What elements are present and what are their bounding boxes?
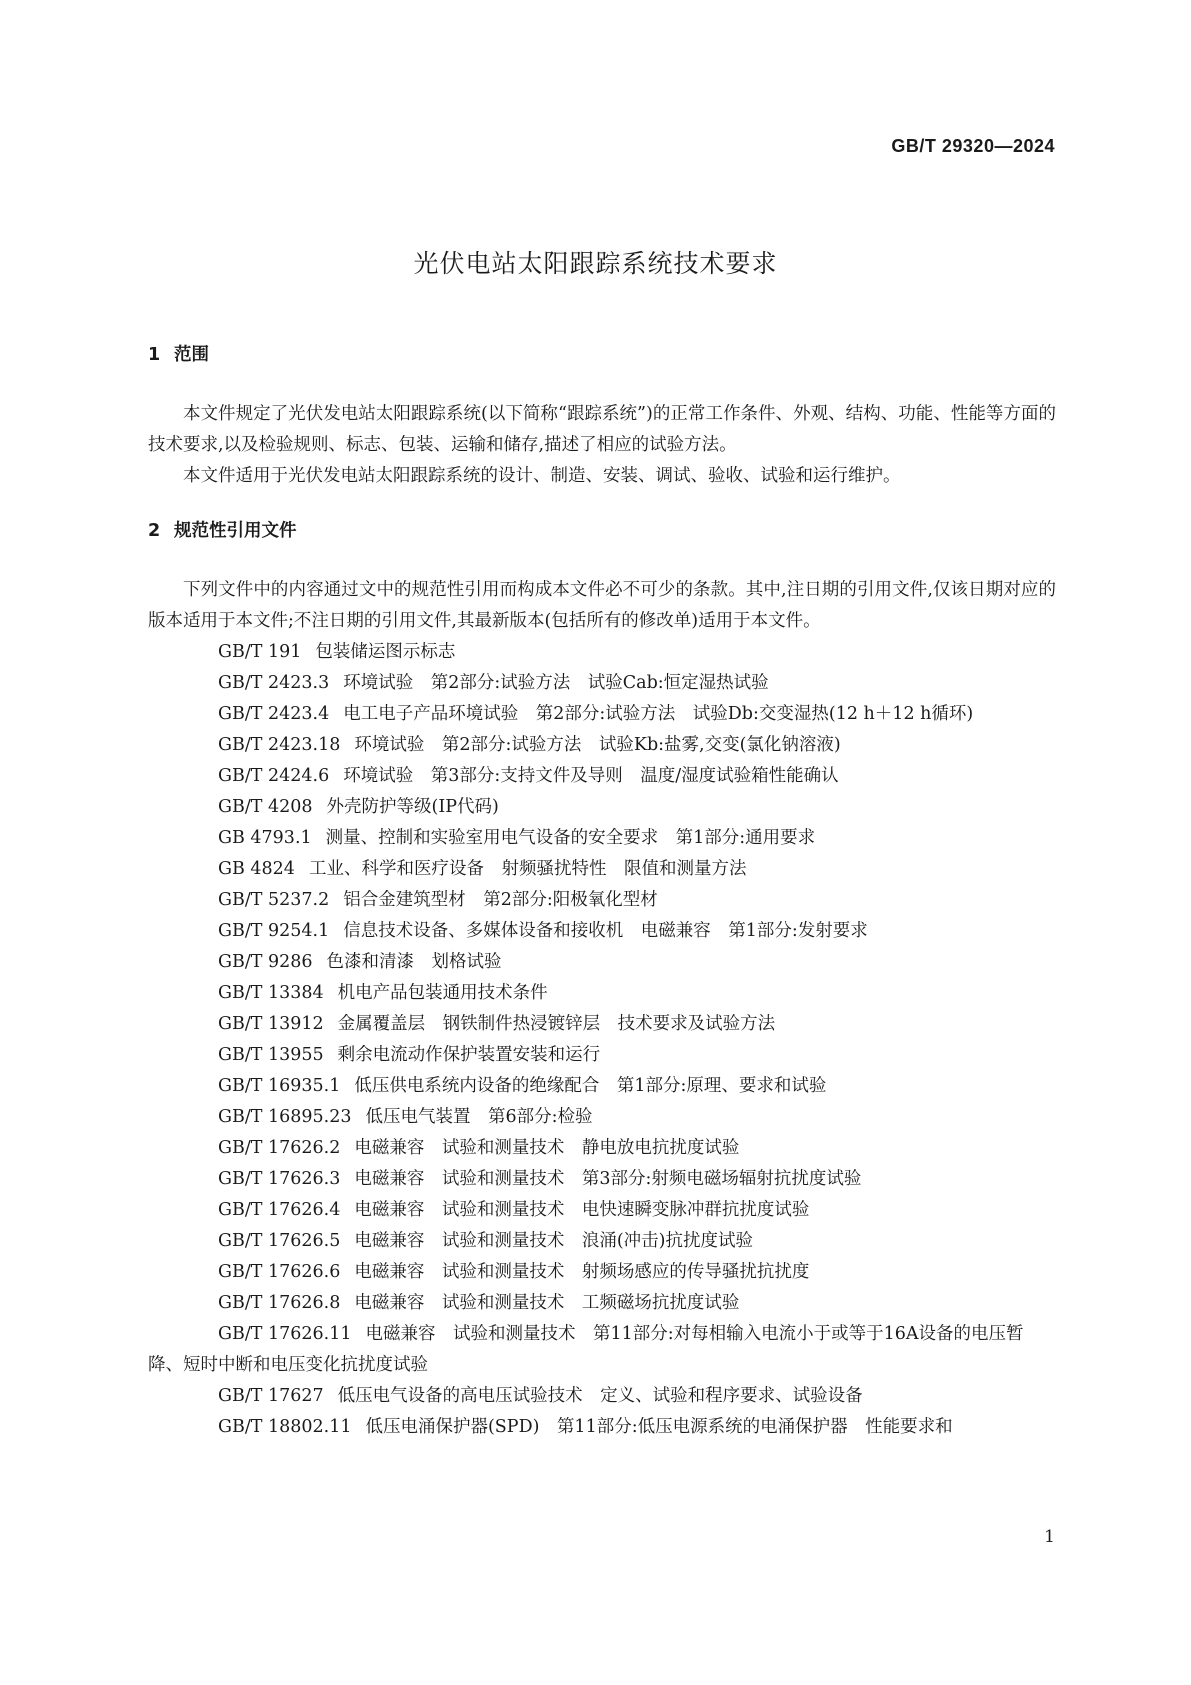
reference-code: GB/T 17626.2 — [218, 1138, 341, 1158]
reference-item — [148, 668, 1056, 699]
reference-code: GB/T 2424.6 — [218, 766, 330, 786]
reference-title: 低压电气设备的高电压试验技术 定义、试验和程序要求、试验设备 — [337, 1386, 863, 1406]
document-body — [148, 340, 1056, 1443]
reference-title: 环境试验 第2部分:试验方法 试验Kb:盐雾,交变(氯化钠溶液) — [354, 735, 841, 755]
reference-code: GB/T 2423.3 — [218, 673, 330, 693]
reference-code: GB/T 9254.1 — [218, 921, 330, 941]
section-scope — [148, 340, 1056, 492]
reference-title: 色漆和清漆 划格试验 — [326, 952, 502, 972]
reference-item — [148, 947, 1056, 978]
reference-title: 电磁兼容 试验和测量技术 静电放电抗扰度试验 — [354, 1138, 740, 1158]
reference-code: GB/T 17626.3 — [218, 1169, 341, 1189]
document-title: 光伏电站太阳跟踪系统技术要求 — [413, 249, 778, 278]
reference-title: 机电产品包装通用技术条件 — [337, 983, 548, 1003]
reference-item — [148, 699, 1056, 730]
reference-code: GB/T 13384 — [218, 983, 324, 1003]
section-number: 2 — [148, 521, 161, 541]
reference-title: 外壳防护等级(IP代码) — [326, 797, 499, 817]
section-body — [148, 399, 1056, 492]
reference-item — [148, 1009, 1056, 1040]
reference-item — [148, 792, 1056, 823]
reference-title: 工业、科学和医疗设备 射频骚扰特性 限值和测量方法 — [308, 859, 747, 879]
reference-title: 电磁兼容 试验和测量技术 第11部分:对每相输入电流小于或等于16A设备的电压暂降、短时中断和电压变化抗扰度试验 — [148, 1324, 1024, 1375]
reference-code: GB/T 5237.2 — [218, 890, 330, 910]
reference-code: GB/T 13912 — [218, 1014, 324, 1034]
reference-code: GB/T 17627 — [218, 1386, 324, 1406]
reference-title: 环境试验 第3部分:支持文件及导则 温度/湿度试验箱性能确认 — [343, 766, 839, 786]
reference-title: 剩余电流动作保护装置安装和运行 — [337, 1045, 601, 1065]
reference-title: 低压供电系统内设备的绝缘配合 第1部分:原理、要求和试验 — [354, 1076, 827, 1096]
reference-item — [148, 1071, 1056, 1102]
reference-code: GB/T 16895.23 — [218, 1107, 352, 1127]
paragraph: 本文件适用于光伏发电站太阳跟踪系统的设计、制造、安装、调试、验收、试验和运行维护。 — [183, 466, 901, 486]
reference-code: GB/T 13955 — [218, 1045, 324, 1065]
section-heading-references — [148, 516, 1056, 547]
reference-title: 低压电涌保护器(SPD) 第11部分:低压电源系统的电涌保护器 性能要求和 — [365, 1417, 953, 1437]
paragraph: 本文件规定了光伏发电站太阳跟踪系统(以下简称“跟踪系统”)的正常工作条件、外观、结构、功能、性能等方面的技术要求,以及检验规则、标志、包装、运输和储存,描述了相应的试验方法。 — [148, 404, 1056, 455]
reference-title: 电磁兼容 试验和测量技术 电快速瞬变脉冲群抗扰度试验 — [354, 1200, 810, 1220]
reference-title: 包装储运图示标志 — [315, 642, 456, 662]
reference-list — [148, 637, 1056, 1443]
reference-title: 铝合金建筑型材 第2部分:阳极氧化型材 — [343, 890, 658, 910]
reference-item — [148, 1040, 1056, 1071]
section-heading-scope — [148, 340, 1056, 371]
reference-item — [148, 730, 1056, 761]
reference-code: GB 4793.1 — [218, 828, 312, 848]
reference-item — [148, 637, 1056, 668]
section-title: 规范性引用文件 — [174, 521, 297, 541]
reference-item — [148, 1133, 1056, 1164]
section-number: 1 — [148, 345, 161, 365]
reference-item — [148, 1381, 1056, 1412]
reference-item — [148, 1102, 1056, 1133]
reference-code: GB/T 17626.4 — [218, 1200, 341, 1220]
reference-title: 测量、控制和实验室用电气设备的安全要求 第1部分:通用要求 — [325, 828, 816, 848]
reference-title: 金属覆盖层 钢铁制件热浸镀锌层 技术要求及试验方法 — [337, 1014, 776, 1034]
reference-title: 电工电子产品环境试验 第2部分:试验方法 试验Db:交变湿热(12 h＋12 h循环) — [343, 704, 974, 724]
reference-code: GB/T 17626.5 — [218, 1231, 341, 1251]
reference-code: GB/T 9286 — [218, 952, 313, 972]
reference-item — [148, 1412, 1056, 1443]
reference-item — [148, 761, 1056, 792]
reference-item — [148, 823, 1056, 854]
reference-item — [148, 854, 1056, 885]
reference-item — [148, 885, 1056, 916]
reference-item — [148, 916, 1056, 947]
reference-title: 电磁兼容 试验和测量技术 第3部分:射频电磁场辐射抗扰度试验 — [354, 1169, 862, 1189]
reference-code: GB/T 18802.11 — [218, 1417, 352, 1437]
reference-title: 电磁兼容 试验和测量技术 射频场感应的传导骚扰抗扰度 — [354, 1262, 810, 1282]
reference-title: 环境试验 第2部分:试验方法 试验Cab:恒定湿热试验 — [343, 673, 769, 693]
reference-title: 低压电气装置 第6部分:检验 — [365, 1107, 593, 1127]
reference-title: 电磁兼容 试验和测量技术 工频磁场抗扰度试验 — [354, 1293, 740, 1313]
reference-code: GB/T 2423.18 — [218, 735, 341, 755]
reference-code: GB/T 2423.4 — [218, 704, 330, 724]
reference-item — [148, 1319, 1056, 1381]
paragraph: 下列文件中的内容通过文中的规范性引用而构成本文件必不可少的条款。其中,注日期的引用文件,仅该日期对应的版本适用于本文件;不注日期的引用文件,其最新版本(包括所有的修改单)适用于本文件。 — [148, 580, 1056, 631]
reference-code: GB/T 191 — [218, 642, 302, 662]
reference-code: GB/T 4208 — [218, 797, 313, 817]
reference-code: GB/T 17626.8 — [218, 1293, 341, 1313]
reference-item — [148, 1288, 1056, 1319]
page-number: 1 — [1044, 1527, 1055, 1547]
reference-item — [148, 978, 1056, 1009]
reference-item — [148, 1257, 1056, 1288]
reference-code: GB 4824 — [218, 859, 295, 879]
reference-item — [148, 1164, 1056, 1195]
section-title: 范围 — [174, 345, 209, 365]
reference-code: GB/T 17626.6 — [218, 1262, 341, 1282]
reference-title: 信息技术设备、多媒体设备和接收机 电磁兼容 第1部分:发射要求 — [343, 921, 868, 941]
reference-code: GB/T 17626.11 — [218, 1324, 352, 1344]
standard-id-header: GB/T 29320—2024 — [891, 136, 1055, 156]
reference-code: GB/T 16935.1 — [218, 1076, 341, 1096]
reference-item — [148, 1226, 1056, 1257]
section-normative-references — [148, 516, 1056, 1443]
reference-item — [148, 1195, 1056, 1226]
section-body — [148, 575, 1056, 1443]
reference-title: 电磁兼容 试验和测量技术 浪涌(冲击)抗扰度试验 — [354, 1231, 753, 1251]
